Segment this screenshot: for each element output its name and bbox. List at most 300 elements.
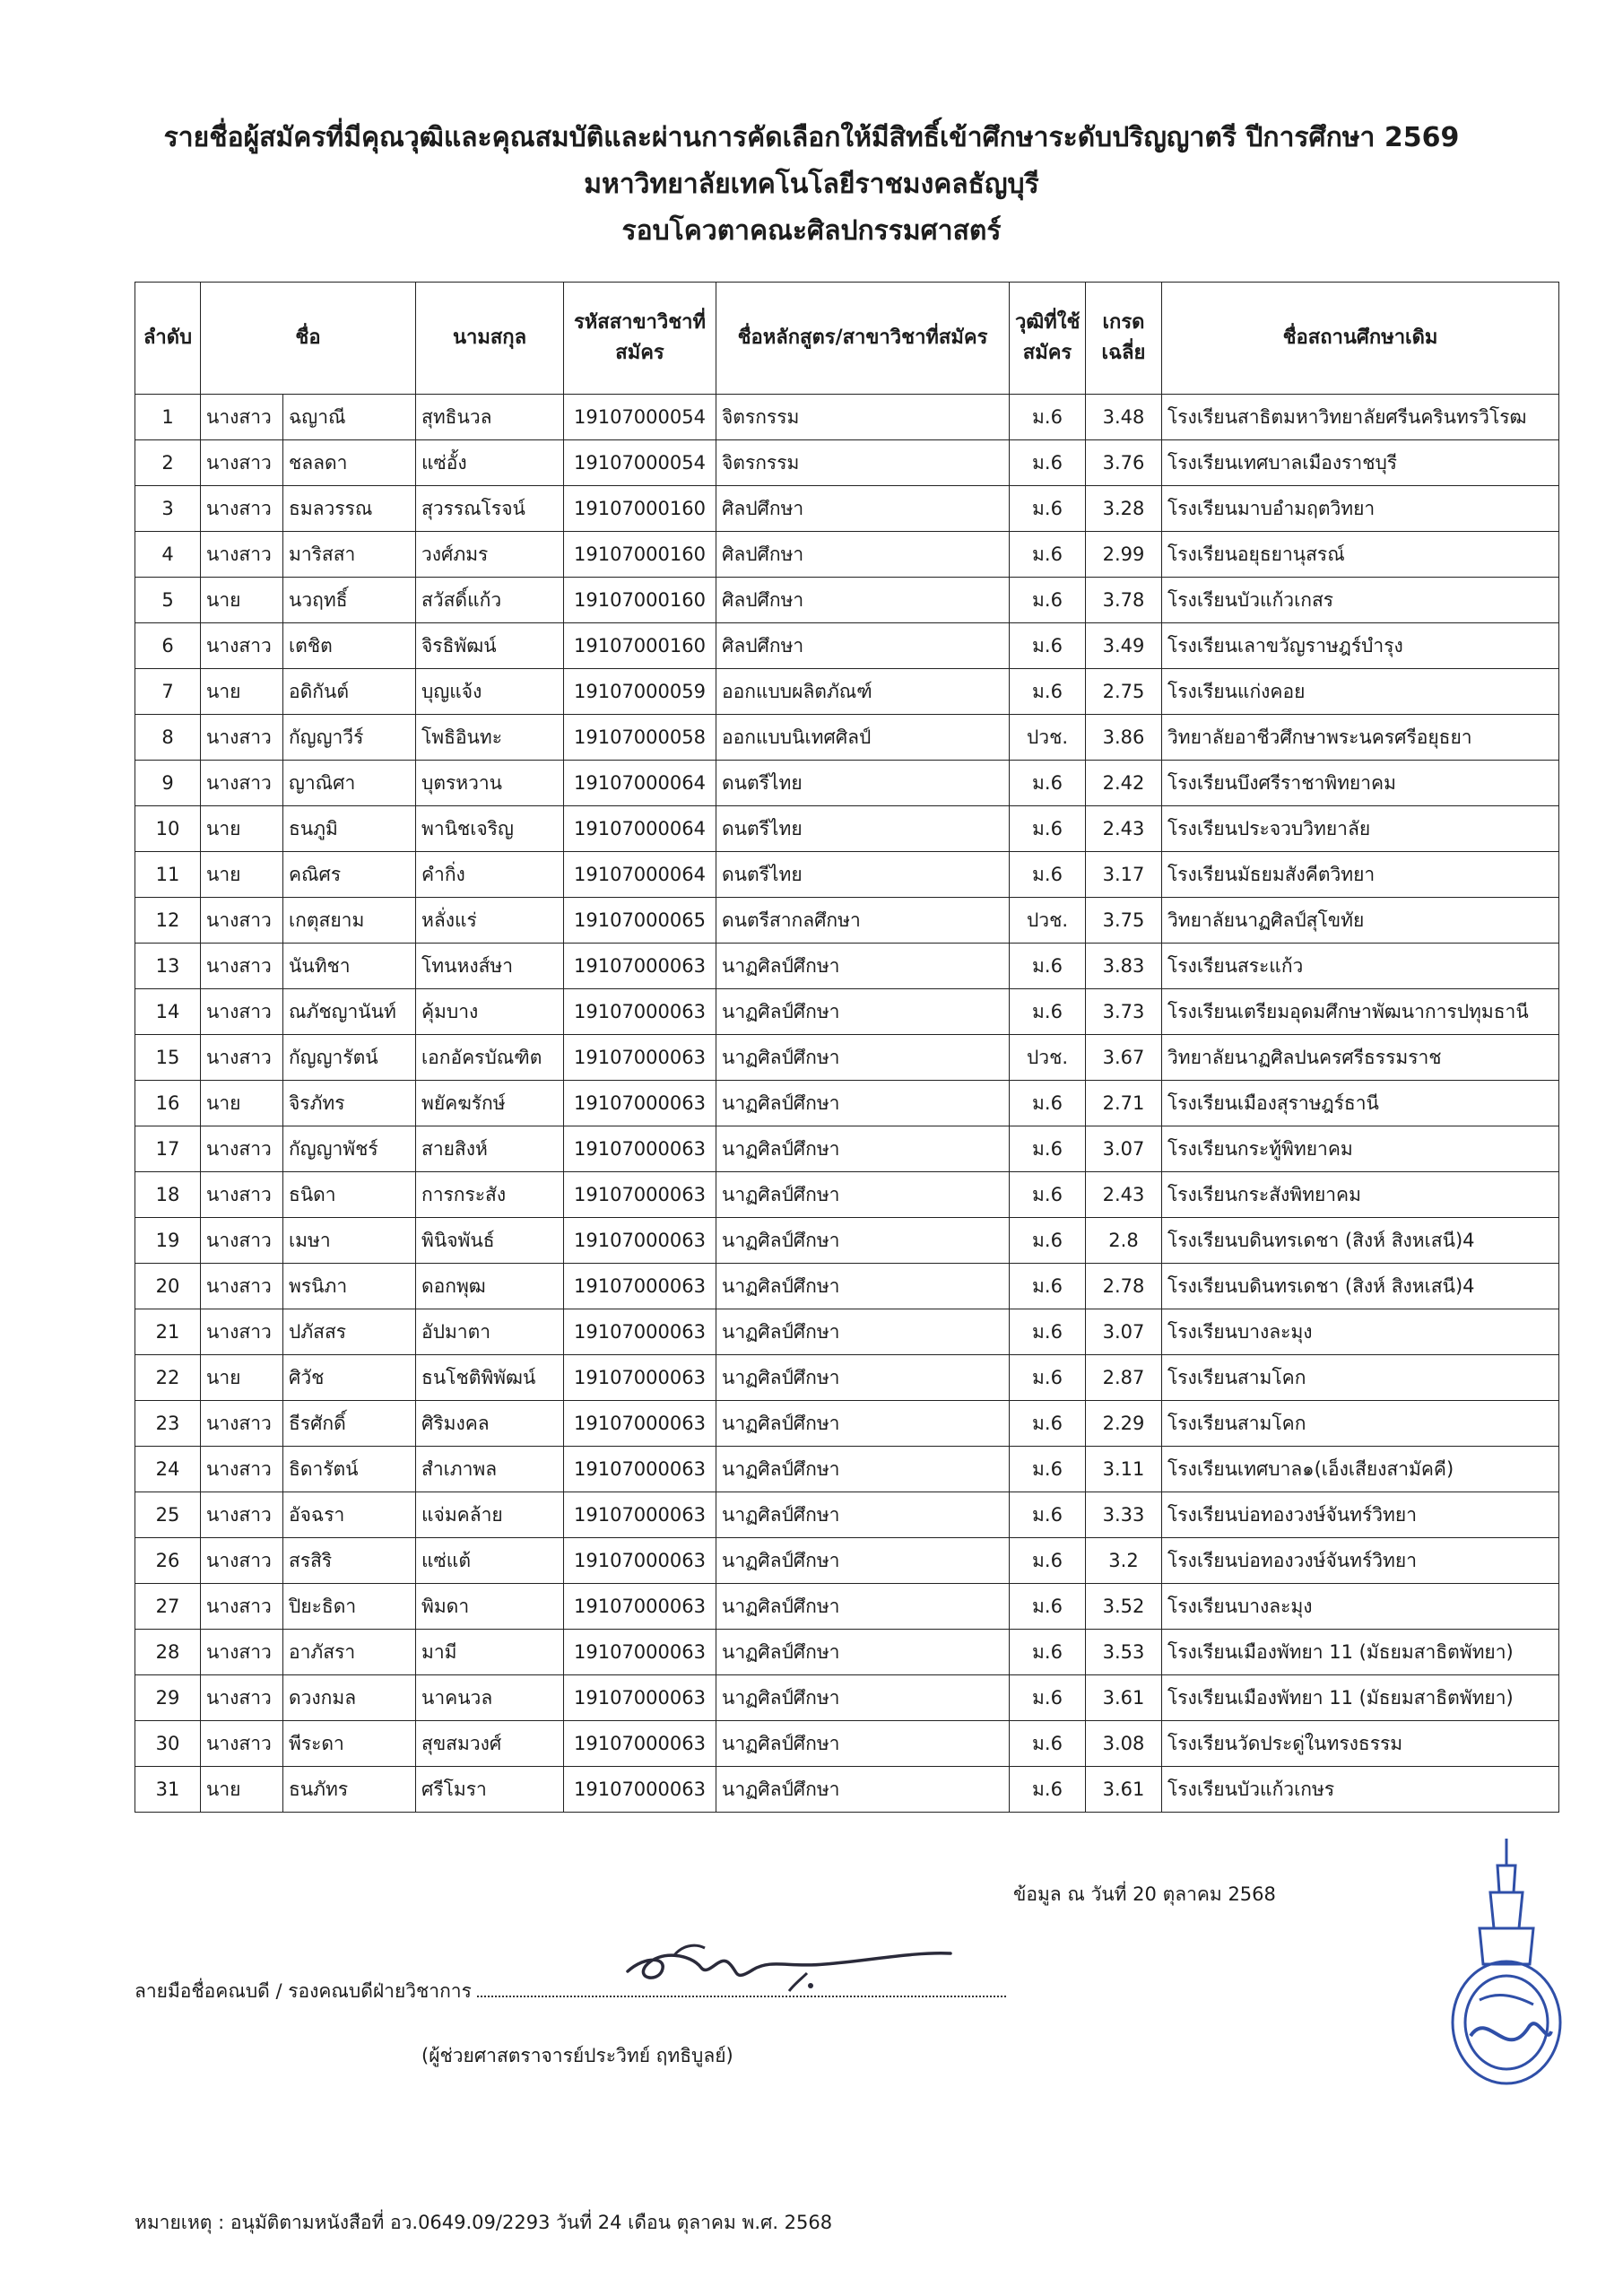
cell-last-name: โพธิอินทะ [416,715,564,761]
cell-program-name: นาฏศิลป์ศึกษา [716,1492,1010,1538]
cell-name-title: นาย [201,669,283,715]
cell-first-name: เมษา [283,1218,416,1264]
cell-gpa: 3.08 [1086,1721,1162,1767]
table-row [135,1309,1559,1355]
cell-last-name: คำกิ่ง [416,852,564,898]
cell-program-code: 19107000063 [564,1035,716,1081]
cell-first-name: เกตุสยาม [283,898,416,944]
cell-first-name: ศิวัช [283,1355,416,1401]
cell-previous-school: วิทยาลัยนาฏศิลปนครศรีธรรมราช [1162,1035,1559,1081]
cell-name-title: นางสาว [201,395,283,440]
cell-previous-school: โรงเรียนบางละมุง [1162,1309,1559,1355]
cell-gpa: 3.86 [1086,715,1162,761]
cell-program-code: 19107000160 [564,532,716,578]
cell-previous-school: โรงเรียนเมืองสุราษฎร์ธานี [1162,1081,1559,1126]
table-row [135,761,1559,806]
cell-row-number: 10 [135,806,201,852]
cell-gpa: 2.99 [1086,532,1162,578]
cell-gpa: 2.43 [1086,1172,1162,1218]
table-row [135,532,1559,578]
cell-last-name: ศรีโมรา [416,1767,564,1813]
cell-gpa: 3.61 [1086,1675,1162,1721]
cell-first-name: กัญญารัตน์ [283,1035,416,1081]
cell-gpa: 2.29 [1086,1401,1162,1447]
cell-last-name: วงศ์ภมร [416,532,564,578]
cell-program-name: ดนตรีไทย [716,761,1010,806]
cell-row-number: 4 [135,532,201,578]
cell-program-code: 19107000063 [564,1126,716,1172]
cell-previous-school: โรงเรียนบ่อทองวงษ์จันทร์วิทยา [1162,1492,1559,1538]
table-row [135,1721,1559,1767]
cell-row-number: 3 [135,486,201,532]
cell-row-number: 24 [135,1447,201,1492]
cell-qualification: ม.6 [1010,1401,1086,1447]
cell-qualification: ม.6 [1010,944,1086,989]
cell-program-name: ดนตรีไทย [716,806,1010,852]
cell-gpa: 3.07 [1086,1309,1162,1355]
cell-last-name: พยัคฆรักษ์ [416,1081,564,1126]
cell-qualification: ม.6 [1010,1172,1086,1218]
cell-program-code: 19107000063 [564,1401,716,1447]
cell-gpa: 3.2 [1086,1538,1162,1584]
cell-row-number: 25 [135,1492,201,1538]
table-row [135,440,1559,486]
cell-first-name: เตชิต [283,623,416,669]
cell-qualification: ปวช. [1010,715,1086,761]
cell-qualification: ม.6 [1010,1538,1086,1584]
cell-name-title: นางสาว [201,623,283,669]
cell-row-number: 8 [135,715,201,761]
cell-program-code: 19107000063 [564,1218,716,1264]
applicant-table [135,282,1559,1813]
cell-previous-school: โรงเรียนบัวแก้วเกสร [1162,578,1559,623]
cell-gpa: 3.17 [1086,852,1162,898]
cell-program-name: นาฏศิลป์ศึกษา [716,1630,1010,1675]
cell-previous-school: โรงเรียนเมืองพัทยา 11 (มัธยมสาธิตพัทยา) [1162,1675,1559,1721]
cell-last-name: โทนหงส์ษา [416,944,564,989]
cell-program-code: 19107000065 [564,898,716,944]
cell-first-name: ธิดารัตน์ [283,1447,416,1492]
signer-name: (ผู้ช่วยศาสตราจารย์ประวิทย์ ฤทธิบูลย์) [421,2045,733,2066]
table-row [135,1355,1559,1401]
cell-program-name: นาฏศิลป์ศึกษา [716,1767,1010,1813]
cell-gpa: 3.83 [1086,944,1162,989]
cell-previous-school: โรงเรียนกระทู้พิทยาคม [1162,1126,1559,1172]
cell-last-name: ธนโชติพิพัฒน์ [416,1355,564,1401]
cell-row-number: 13 [135,944,201,989]
cell-qualification: ม.6 [1010,1675,1086,1721]
cell-gpa: 3.67 [1086,1035,1162,1081]
cell-row-number: 26 [135,1538,201,1584]
cell-qualification: ม.6 [1010,1492,1086,1538]
cell-row-number: 29 [135,1675,201,1721]
cell-name-title: นางสาว [201,1721,283,1767]
table-row [135,486,1559,532]
cell-last-name: พิมดา [416,1584,564,1630]
cell-first-name: ชลลดา [283,440,416,486]
remark-note: หมายเหตุ : อนุมัติตามหนังสือที่ อว.0649.09/2293 วันที่ 24 เดือน ตุลาคม พ.ศ. 2568 [135,2212,833,2233]
cell-qualification: ม.6 [1010,440,1086,486]
cell-previous-school: โรงเรียนเทศบาลเมืองราชบุรี [1162,440,1559,486]
cell-first-name: ธีรศักดิ์ [283,1401,416,1447]
cell-name-title: นางสาว [201,1172,283,1218]
table-row [135,1126,1559,1172]
cell-name-title: นางสาว [201,715,283,761]
cell-first-name: อัจฉรา [283,1492,416,1538]
cell-row-number: 20 [135,1264,201,1309]
cell-qualification: ม.6 [1010,1081,1086,1126]
title-line-2: มหาวิทยาลัยเทคโนโลยีราชมงคลธัญบุรี [584,169,1039,200]
cell-previous-school: โรงเรียนเทศบาล๑(เอ็งเสียงสามัคคี) [1162,1447,1559,1492]
cell-row-number: 21 [135,1309,201,1355]
cell-previous-school: วิทยาลัยอาชีวศึกษาพระนครศรีอยุธยา [1162,715,1559,761]
cell-previous-school: โรงเรียนเตรียมอุดมศึกษาพัฒนาการปทุมธานี [1162,989,1559,1035]
cell-qualification: ม.6 [1010,486,1086,532]
cell-previous-school: โรงเรียนบดินทรเดชา (สิงห์ สิงหเสนี)4 [1162,1264,1559,1309]
cell-program-code: 19107000058 [564,715,716,761]
cell-qualification: ม.6 [1010,1126,1086,1172]
cell-gpa: 3.52 [1086,1584,1162,1630]
cell-gpa: 2.43 [1086,806,1162,852]
cell-last-name: บุตรหวาน [416,761,564,806]
cell-first-name: ดวงกมล [283,1675,416,1721]
cell-program-name: นาฏศิลป์ศึกษา [716,1401,1010,1447]
cell-program-name: นาฏศิลป์ศึกษา [716,1126,1010,1172]
cell-first-name: ธนภัทร [283,1767,416,1813]
cell-qualification: ม.6 [1010,1630,1086,1675]
title-line-3: รอบโควตาคณะศิลปกรรมศาสตร์ [621,215,1002,247]
cell-first-name: ญาณิศา [283,761,416,806]
cell-name-title: นาย [201,852,283,898]
cell-qualification: ม.6 [1010,623,1086,669]
cell-qualification: ม.6 [1010,669,1086,715]
cell-name-title: นางสาว [201,1035,283,1081]
cell-row-number: 22 [135,1355,201,1401]
cell-program-code: 19107000063 [564,1081,716,1126]
cell-program-code: 19107000063 [564,944,716,989]
cell-qualification: ม.6 [1010,1264,1086,1309]
cell-last-name: พินิจพันธ์ [416,1218,564,1264]
cell-qualification: ม.6 [1010,1447,1086,1492]
table-row [135,669,1559,715]
cell-row-number: 30 [135,1721,201,1767]
cell-name-title: นางสาว [201,1218,283,1264]
cell-row-number: 23 [135,1401,201,1447]
cell-program-code: 19107000064 [564,761,716,806]
signature-label: ลายมือชื่อคณบดี / รองคณบดีฝ่ายวิชาการ [135,1980,472,2002]
cell-program-code: 19107000059 [564,669,716,715]
cell-program-name: จิตรกรรม [716,395,1010,440]
table-row [135,623,1559,669]
table-body [135,395,1559,1813]
cell-program-code: 19107000063 [564,1538,716,1584]
cell-program-code: 19107000063 [564,1309,716,1355]
table-row [135,989,1559,1035]
cell-gpa: 2.71 [1086,1081,1162,1126]
col-qual-line2: สมัคร [1022,342,1072,364]
cell-program-name: นาฏศิลป์ศึกษา [716,1309,1010,1355]
cell-last-name: ดอกพุฒ [416,1264,564,1309]
cell-name-title: นางสาว [201,1309,283,1355]
cell-qualification: ม.6 [1010,1309,1086,1355]
cell-gpa: 2.78 [1086,1264,1162,1309]
cell-name-title: นางสาว [201,486,283,532]
cell-last-name: สวัสดิ์แก้ว [416,578,564,623]
cell-last-name: เอกอัครบัณฑิต [416,1035,564,1081]
cell-program-name: นาฏศิลป์ศึกษา [716,1447,1010,1492]
cell-row-number: 11 [135,852,201,898]
cell-previous-school: โรงเรียนบางละมุง [1162,1584,1559,1630]
cell-qualification: ม.6 [1010,395,1086,440]
cell-gpa: 2.8 [1086,1218,1162,1264]
cell-first-name: นันทิชา [283,944,416,989]
col-code-line2: สมัคร [615,342,664,364]
col-no: ลำดับ [135,283,201,395]
cell-name-title: นางสาว [201,1126,283,1172]
cell-previous-school: โรงเรียนวัดประดู่ในทรงธรรม [1162,1721,1559,1767]
cell-program-name: ศิลปศึกษา [716,486,1010,532]
cell-program-name: ศิลปศึกษา [716,578,1010,623]
cell-program-code: 19107000064 [564,852,716,898]
cell-first-name: ฉญาณี [283,395,416,440]
cell-last-name: บุญแจ้ง [416,669,564,715]
cell-previous-school: โรงเรียนบัวแก้วเกษร [1162,1767,1559,1813]
cell-last-name: สุขสมวงศ์ [416,1721,564,1767]
cell-name-title: นาย [201,1355,283,1401]
cell-row-number: 18 [135,1172,201,1218]
col-name: ชื่อ [201,283,416,395]
table-row [135,578,1559,623]
cell-name-title: นางสาว [201,1630,283,1675]
cell-previous-school: โรงเรียนเมืองพัทยา 11 (มัธยมสาธิตพัทยา) [1162,1630,1559,1675]
cell-last-name: พานิชเจริญ [416,806,564,852]
document-header [0,115,1623,255]
cell-previous-school: โรงเรียนบดินทรเดชา (สิงห์ สิงหเสนี)4 [1162,1218,1559,1264]
cell-gpa: 3.33 [1086,1492,1162,1538]
cell-qualification: ม.6 [1010,1721,1086,1767]
cell-row-number: 6 [135,623,201,669]
cell-first-name: ณภัชญานันท์ [283,989,416,1035]
cell-gpa: 3.78 [1086,578,1162,623]
cell-qualification: ม.6 [1010,1584,1086,1630]
cell-program-code: 19107000160 [564,486,716,532]
cell-program-name: ศิลปศึกษา [716,532,1010,578]
cell-name-title: นางสาว [201,1538,283,1584]
cell-first-name: ธนภูมิ [283,806,416,852]
cell-gpa: 3.07 [1086,1126,1162,1172]
cell-last-name: สายสิงห์ [416,1126,564,1172]
cell-name-title: นางสาว [201,761,283,806]
cell-row-number: 27 [135,1584,201,1630]
cell-row-number: 5 [135,578,201,623]
cell-gpa: 3.49 [1086,623,1162,669]
cell-previous-school: โรงเรียนกระสังพิทยาคม [1162,1172,1559,1218]
cell-previous-school: โรงเรียนเลาขวัญราษฎร์บำรุง [1162,623,1559,669]
cell-last-name: สุทธินวล [416,395,564,440]
cell-program-code: 19107000063 [564,1492,716,1538]
table-row [135,1767,1559,1813]
cell-program-name: ดนตรีสากลศึกษา [716,898,1010,944]
table-row [135,1264,1559,1309]
cell-program-code: 19107000063 [564,1721,716,1767]
cell-gpa: 3.75 [1086,898,1162,944]
col-gpa [1086,283,1162,395]
cell-program-name: ดนตรีไทย [716,852,1010,898]
cell-previous-school: โรงเรียนสระแก้ว [1162,944,1559,989]
cell-row-number: 1 [135,395,201,440]
cell-program-name: นาฏศิลป์ศึกษา [716,1675,1010,1721]
cell-first-name: ธมลวรรณ [283,486,416,532]
cell-qualification: ปวช. [1010,1035,1086,1081]
cell-name-title: นาย [201,1767,283,1813]
cell-previous-school: โรงเรียนประจวบวิทยาลัย [1162,806,1559,852]
cell-last-name: แซ่อั้ง [416,440,564,486]
cell-last-name: มามี [416,1630,564,1675]
cell-qualification: ม.6 [1010,989,1086,1035]
cell-row-number: 14 [135,989,201,1035]
cell-first-name: อดิกันต์ [283,669,416,715]
cell-program-code: 19107000063 [564,1447,716,1492]
cell-program-code: 19107000063 [564,1675,716,1721]
data-as-of-date: ข้อมูล ณ วันที่ 20 ตุลาคม 2568 [1013,1883,1276,1905]
cell-row-number: 2 [135,440,201,486]
cell-name-title: นางสาว [201,989,283,1035]
cell-row-number: 9 [135,761,201,806]
col-code-line1: รหัสสาขาวิชาที่ [573,311,707,334]
cell-qualification: ม.6 [1010,1355,1086,1401]
cell-previous-school: โรงเรียนสาธิตมหาวิทยาลัยศรีนครินทรวิโรฒ [1162,395,1559,440]
cell-last-name: แจ่มคล้าย [416,1492,564,1538]
table-row [135,944,1559,989]
cell-qualification: ม.6 [1010,1767,1086,1813]
cell-program-name: นาฏศิลป์ศึกษา [716,1721,1010,1767]
table-row [135,1035,1559,1081]
col-qual-line1: วุฒิที่ใช้ [1015,311,1081,334]
cell-first-name: จิรภัทร [283,1081,416,1126]
cell-program-code: 19107000063 [564,1172,716,1218]
cell-program-name: นาฏศิลป์ศึกษา [716,1355,1010,1401]
cell-gpa: 2.42 [1086,761,1162,806]
cell-gpa: 2.75 [1086,669,1162,715]
cell-gpa: 3.61 [1086,1767,1162,1813]
cell-name-title: นางสาว [201,440,283,486]
cell-row-number: 17 [135,1126,201,1172]
table-row [135,1630,1559,1675]
cell-program-code: 19107000063 [564,1767,716,1813]
table-row [135,1218,1559,1264]
cell-previous-school: โรงเรียนสามโคก [1162,1355,1559,1401]
title-line-1: รายชื่อผู้สมัครที่มีคุณวุฒิและคุณสมบัติและผ่านการคัดเลือกให้มีสิทธิ์เข้าศึกษาระดับปริญญาตรี ปีการศึกษา 2569 [163,122,1460,153]
cell-last-name: การกระสัง [416,1172,564,1218]
university-seal [1444,1830,1569,2099]
cell-first-name: กัญญาพัชร์ [283,1126,416,1172]
cell-row-number: 19 [135,1218,201,1264]
cell-previous-school: โรงเรียนมาบอำมฤตวิทยา [1162,486,1559,532]
cell-program-name: ออกแบบนิเทศศิลป์ [716,715,1010,761]
col-surname: นามสกุล [416,283,564,395]
col-gpa-line2: เฉลี่ย [1101,342,1146,364]
table-row [135,1492,1559,1538]
table-row [135,1081,1559,1126]
cell-first-name: นวฤทธิ์ [283,578,416,623]
cell-previous-school: โรงเรียนบ่อทองวงษ์จันทร์วิทยา [1162,1538,1559,1584]
cell-last-name: สุวรรณโรจน์ [416,486,564,532]
col-gpa-line1: เกรด [1102,311,1145,334]
table-row [135,1172,1559,1218]
cell-qualification: ม.6 [1010,806,1086,852]
cell-gpa: 3.53 [1086,1630,1162,1675]
cell-program-name: นาฏศิลป์ศึกษา [716,1584,1010,1630]
cell-row-number: 28 [135,1630,201,1675]
cell-first-name: อาภัสรา [283,1630,416,1675]
table-row [135,1584,1559,1630]
cell-previous-school: วิทยาลัยนาฏศิลป์สุโขทัย [1162,898,1559,944]
cell-name-title: นาย [201,806,283,852]
cell-program-name: นาฏศิลป์ศึกษา [716,944,1010,989]
cell-previous-school: โรงเรียนสามโคก [1162,1401,1559,1447]
cell-last-name: นาคนวล [416,1675,564,1721]
cell-previous-school: โรงเรียนแก่งคอย [1162,669,1559,715]
cell-gpa: 3.48 [1086,395,1162,440]
cell-first-name: พีระดา [283,1721,416,1767]
cell-name-title: นางสาว [201,1401,283,1447]
col-qualification [1010,283,1086,395]
cell-gpa: 3.11 [1086,1447,1162,1492]
cell-row-number: 16 [135,1081,201,1126]
cell-row-number: 15 [135,1035,201,1081]
cell-name-title: นางสาว [201,1675,283,1721]
cell-name-title: นาย [201,1081,283,1126]
cell-qualification: ม.6 [1010,761,1086,806]
cell-gpa: 3.28 [1086,486,1162,532]
table-row [135,1538,1559,1584]
table-row [135,395,1559,440]
cell-program-name: นาฏศิลป์ศึกษา [716,1172,1010,1218]
cell-program-name: นาฏศิลป์ศึกษา [716,1081,1010,1126]
cell-previous-school: โรงเรียนมัธยมสังคีตวิทยา [1162,852,1559,898]
cell-program-code: 19107000063 [564,1264,716,1309]
cell-program-name: ออกแบบผลิตภัณฑ์ [716,669,1010,715]
cell-name-title: นางสาว [201,1492,283,1538]
cell-first-name: คณิศร [283,852,416,898]
table-row [135,1675,1559,1721]
cell-name-title: นางสาว [201,944,283,989]
cell-name-title: นางสาว [201,1264,283,1309]
cell-program-name: นาฏศิลป์ศึกษา [716,989,1010,1035]
cell-name-title: นางสาว [201,1447,283,1492]
cell-program-code: 19107000063 [564,1630,716,1675]
cell-qualification: ม.6 [1010,1218,1086,1264]
cell-previous-school: โรงเรียนอยุธยานุสรณ์ [1162,532,1559,578]
cell-previous-school: โรงเรียนบึงศรีราชาพิทยาคม [1162,761,1559,806]
cell-row-number: 12 [135,898,201,944]
table-row [135,715,1559,761]
col-school: ชื่อสถานศึกษาเดิม [1162,283,1559,395]
cell-qualification: ม.6 [1010,852,1086,898]
cell-row-number: 7 [135,669,201,715]
cell-last-name: สำเภาพล [416,1447,564,1492]
cell-program-code: 19107000063 [564,989,716,1035]
cell-last-name: แซ่แต้ [416,1538,564,1584]
cell-name-title: นางสาว [201,898,283,944]
cell-program-name: นาฏศิลป์ศึกษา [716,1218,1010,1264]
cell-row-number: 31 [135,1767,201,1813]
cell-last-name: อัปมาตา [416,1309,564,1355]
table-row [135,1447,1559,1492]
table-row [135,852,1559,898]
cell-qualification: ปวช. [1010,898,1086,944]
cell-last-name: คุ้มบาง [416,989,564,1035]
